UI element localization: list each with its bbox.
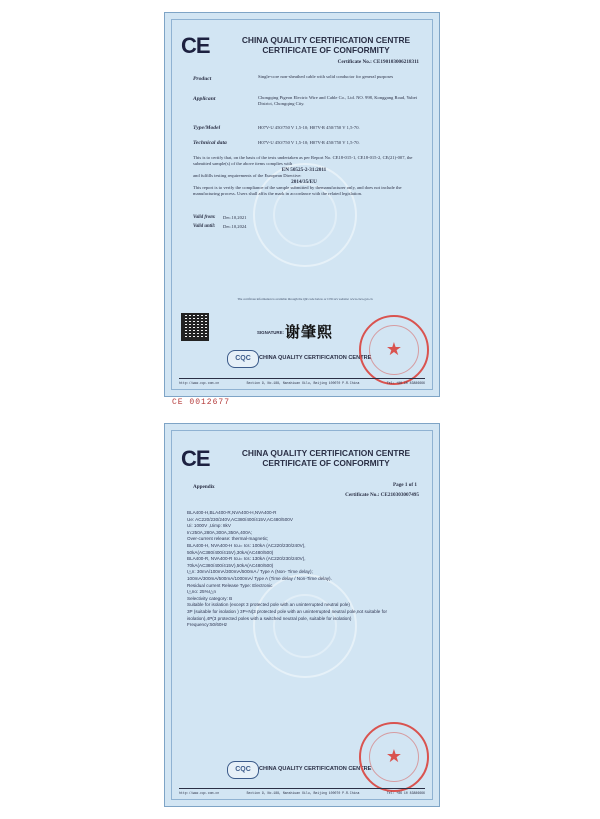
certificate-serial-number: CE 0012677 (172, 398, 231, 407)
spec-line: Suitable for isolation (except 3 protected pole with an uninterrupted neutral pole) (187, 602, 350, 608)
field-value-applicant: Chongqing Pigeon Electric Wire and Cable Co., Ltd. NO. 998, Konggang Road, Yubei District, Chongqing City. (258, 95, 418, 106)
signature-label: SIGNATURE: (257, 330, 284, 335)
valid-from-value: Dec.10,2021 (223, 215, 247, 220)
field-value-technical-data: H07V-U 450/750 V 1,5-10; H07V-R 450/750 V 1,5-70. (258, 140, 360, 145)
technical-specification-list (187, 510, 419, 629)
statement-directive-intro: and fulfills testing requirements of the European Directive: (193, 173, 302, 178)
footer-address: Section 9, No.188, Nanshiuan Xilu, Beijing 100070 P.R.China (246, 791, 360, 795)
spec-line: Frequency:50/60Hz (187, 622, 228, 628)
statement-intro: This is to certify that, on the basis of the tests undertaken as per Report No. CE18-015-1, CE18-015-2, CE(21)-007, the submitted sample(s) of the above items complies with (193, 155, 413, 166)
ce-mark: CE (181, 446, 210, 471)
spec-line: BLA400-R, NVA400-R Icu= Ics: 130kA (AC220/230/240V), (187, 556, 306, 562)
field-label-applicant: Applicant (193, 96, 216, 102)
spec-line: Residual current Release Type: Electronic (187, 582, 273, 588)
cert-no-value: CE190103006218311 (373, 59, 419, 65)
certificate-page-2-appendix (164, 423, 440, 807)
field-value-product: Single-core non-sheathed cable with solid conductor for general purposes (258, 74, 394, 79)
qr-verification-note: The certificate information is available through the QR code below or CNCA's website: www.cnca.gov.cn (237, 297, 373, 301)
header-line-2: CERTIFICATE OF CONFORMITY (262, 458, 390, 468)
valid-until-value: Dec.10,2024 (223, 224, 247, 229)
cert-no-label: Certificate No.: (345, 492, 380, 498)
spec-line: 100mA/300mA/500mA/1000mA/ Type A (Time delay / Non-Time delay). (187, 575, 332, 581)
appendix-label: Appendix (193, 484, 215, 490)
spec-line: Over-current release: thermal-magnetic; (187, 536, 269, 542)
certificate-page-1 (164, 12, 440, 397)
spec-line: 70kA(AC380/400/415V),50kA(AC480/500) (187, 562, 274, 568)
standard-reference: EN 50525-2-31:2011 (281, 167, 327, 173)
spec-line: 50kA(AC380/400/415V),30kA(AC480/500) (187, 549, 274, 555)
page-indicator: Page 1 of 1 (392, 482, 417, 488)
certificate-footer (179, 788, 425, 795)
spec-line: 3P (suitable for isolation ) 3P+N(3 protected pole with an uninterrupted neutral pole,not suitable for (187, 608, 387, 614)
spec-line: isolation),4P(3 protected poles with a switched neutral pole, suitable for isolation) (187, 615, 352, 621)
field-label-technical-data: Technical data (193, 140, 227, 146)
official-red-stamp (359, 315, 429, 385)
cert-no-label: Certificate No.: (337, 59, 372, 65)
official-red-stamp (359, 722, 429, 792)
certificate-number (345, 492, 419, 498)
footer-website: http://www.cqc.com.cn (179, 381, 220, 385)
header-line-1: CHINA QUALITY CERTIFICATION CENTRE (241, 448, 411, 458)
stamp-star-icon: ★ (385, 746, 403, 766)
certificate-header (231, 35, 421, 55)
field-label-type-model: Type/Model (193, 125, 221, 131)
footer-website: http://www.cqc.com.cn (179, 791, 220, 795)
stamp-star-icon: ★ (385, 339, 403, 359)
header-line-2: CERTIFICATE OF CONFORMITY (262, 45, 390, 55)
signature: 谢肇熙 (285, 323, 334, 341)
certification-statement (193, 155, 415, 197)
certificate-footer (179, 378, 425, 385)
spec-line: I△no: 25%I△n (187, 589, 217, 595)
spec-line: In:250A,280A,300A,350A,400A; (187, 529, 253, 535)
certificate-number (338, 59, 419, 65)
footer-address: Section 9, No.188, Nanshiuan Xilu, Beijing 100070 P.R.China (246, 381, 360, 385)
spec-line: Ui: 1000V ,Uimp: 8kV (187, 523, 231, 529)
statement-disclaimer: This report is to verify the compliance of the sample submitted by themanufacturer only, and does not include the manufacturing process. Users shall affix the mark in accordance with the related legislation. (193, 185, 402, 196)
valid-from-label: Valid from: (193, 215, 216, 220)
spec-line: Selectivity category: B (187, 595, 233, 601)
qr-code[interactable] (181, 313, 209, 341)
cqc-logo: CQC (227, 761, 259, 779)
spec-line: Ue: AC220/230/240V,AC380/400/415V,AC480/500V (187, 516, 293, 522)
field-value-type-model: H07V-U 450/750 V 1,5-10; H07V-R 450/750 V 1,5-70. (258, 125, 360, 130)
cqc-logo: CQC (227, 350, 259, 368)
spec-line: I△n: 30mA/100mA/300mA/500mA / Type A (Non- Time delay); (187, 569, 313, 575)
certificate-header (231, 448, 421, 468)
directive-reference: 2014/35/EU (291, 179, 317, 185)
field-label-product: Product (193, 76, 212, 82)
cqc-name: CHINA QUALITY CERTIFICATION CENTRE (259, 355, 372, 361)
footer-phone: Tel: +86 10 83886666 (386, 381, 425, 385)
spec-line: BLA400-H,BLA400-R,NVA400-H,NVA400-R (187, 510, 277, 515)
cqc-name: CHINA QUALITY CERTIFICATION CENTRE (259, 766, 372, 772)
ce-mark: CE (181, 33, 210, 58)
valid-until-label: Valid until: (193, 224, 216, 229)
footer-phone: Tel: +86 10 83886666 (386, 791, 425, 795)
header-line-1: CHINA QUALITY CERTIFICATION CENTRE (241, 35, 411, 45)
cert-no-value: CE210303007495 (380, 492, 419, 498)
spec-line: BLA400-H, NVA400-H Icu= Ics: 100kA (AC220/230/240V), (187, 542, 306, 548)
